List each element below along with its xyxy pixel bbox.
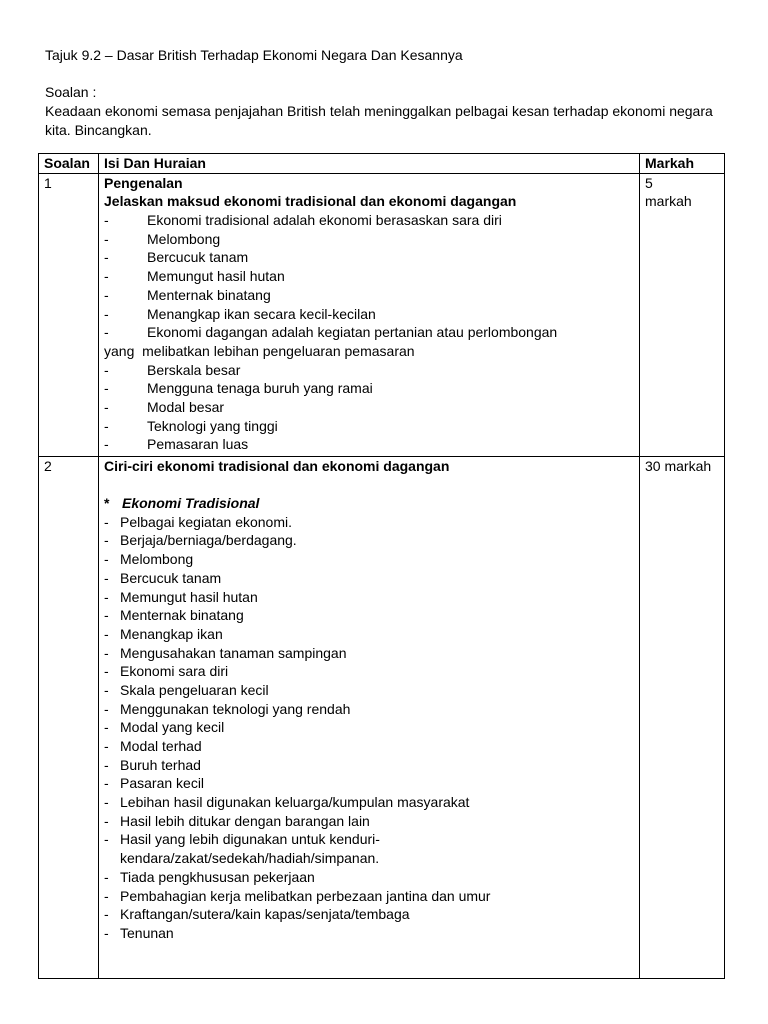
list-item-text: Melombong: [120, 551, 194, 568]
marks-value: 5: [645, 174, 653, 191]
row-heading: Pengenalan: [104, 174, 183, 191]
bullet-dash: -: [104, 719, 109, 736]
list-item: [104, 588, 639, 607]
list-item-text: Lebihan hasil digunakan keluarga/kumpulan masyarakat: [120, 794, 470, 811]
list-item: [104, 887, 639, 906]
bullet-dash: -: [104, 868, 109, 885]
bullet-dash: -: [104, 268, 109, 285]
list-item-text: Buruh terhad: [120, 756, 201, 773]
bullet-dash: -: [104, 775, 109, 792]
list-item: [104, 830, 639, 849]
list-item-text: Menternak binatang: [120, 607, 244, 624]
bullet-list: [104, 513, 639, 943]
section-heading: [104, 494, 639, 513]
question-number: 2: [39, 456, 99, 978]
list-item-text: Ekonomi sara diri: [120, 663, 229, 680]
bullet-dash: -: [104, 906, 109, 923]
list-item: [104, 305, 639, 324]
list-item-text: Pasaran kecil: [120, 775, 205, 792]
bullet-dash: -: [104, 436, 109, 453]
list-item-continuation: yang melibatkan lebihan pengeluaran pemasaran: [104, 342, 415, 359]
asterisk-marker: *: [104, 495, 110, 512]
bullet-dash: -: [104, 607, 109, 624]
marks-cell: [640, 456, 725, 978]
bullet-dash: -: [104, 361, 109, 378]
marks-value: 30 markah: [645, 457, 712, 474]
bullet-dash: -: [104, 831, 109, 848]
list-item: [104, 625, 639, 644]
list-item-text: Menangkap ikan secara kecil-kecilan: [147, 305, 376, 322]
bullet-dash: -: [104, 305, 109, 322]
list-item: [104, 379, 639, 398]
bullet-dash: -: [104, 324, 109, 341]
list-item-text: Melombong: [147, 230, 221, 247]
list-item: [104, 569, 639, 588]
list-item: [104, 774, 639, 793]
list-item: [104, 606, 639, 625]
list-item: [104, 793, 639, 812]
bullet-dash: -: [104, 380, 109, 397]
bullet-dash: -: [104, 551, 109, 568]
marks-unit: markah: [645, 193, 692, 210]
list-item: [104, 323, 639, 342]
list-item-text: Berjaja/berniaga/berdagang.: [120, 532, 297, 549]
question-text-line-1: Keadaan ekonomi semasa penjajahan British telah meninggalkan pelbagai kesan terhadap ekonomi negara: [45, 103, 713, 120]
bullet-dash: -: [104, 887, 109, 904]
list-item-text: Teknologi yang tinggi: [147, 417, 278, 434]
row-subheading: Jelaskan maksud ekonomi tradisional dan ekonomi dagangan: [104, 193, 517, 210]
bullet-dash: -: [104, 738, 109, 755]
list-item-continuation: kendara/zakat/sedekah/hadiah/simpanan.: [120, 850, 380, 867]
list-item: [104, 417, 639, 436]
list-item-text: Mengguna tenaga buruh yang ramai: [147, 380, 373, 397]
header-isi-dan-huraian: Isi Dan Huraian: [99, 154, 640, 174]
list-item-text: Menggunakan teknologi yang rendah: [120, 700, 351, 717]
list-item: [104, 361, 639, 380]
list-item: [104, 662, 639, 681]
spacer: [104, 475, 639, 494]
bullet-dash: -: [104, 532, 109, 549]
list-item-text: Skala pengeluaran kecil: [120, 681, 269, 698]
bullet-dash: -: [104, 663, 109, 680]
bullet-dash: -: [104, 924, 109, 941]
list-item: [104, 267, 639, 286]
content-cell: [99, 173, 640, 456]
list-item-text: Pelbagai kegiatan ekonomi.: [120, 513, 293, 530]
list-item: [104, 513, 639, 532]
question-text-line-2: kita. Bincangkan.: [45, 121, 152, 138]
bullet-dash: -: [104, 230, 109, 247]
header-soalan: Soalan: [39, 154, 99, 174]
list-item-text: Berskala besar: [147, 361, 241, 378]
bullet-dash: -: [104, 794, 109, 811]
bullet-dash: -: [104, 398, 109, 415]
list-item-text: Ekonomi tradisional adalah ekonomi berasaskan sara diri: [147, 212, 502, 229]
list-item: [104, 435, 639, 454]
list-item: [104, 718, 639, 737]
list-item: [104, 248, 639, 267]
bullet-dash: -: [104, 249, 109, 266]
marks-cell: [640, 173, 725, 456]
list-item-text: Pemasaran luas: [147, 436, 249, 453]
list-item-text: Modal terhad: [120, 738, 202, 755]
list-item-text: Bercucuk tanam: [147, 249, 249, 266]
bullet-dash: -: [104, 212, 109, 229]
list-item: [104, 868, 639, 887]
list-item-text: Tiada pengkhususan pekerjaan: [120, 868, 315, 885]
question-number: 1: [39, 173, 99, 456]
bullet-dash: -: [104, 644, 109, 661]
list-item-text: Menternak binatang: [147, 286, 271, 303]
bullet-dash: -: [104, 625, 109, 642]
list-item: [104, 812, 639, 831]
document-title: Tajuk 9.2 – Dasar British Terhadap Ekonomi Negara Dan Kesannya: [45, 47, 463, 63]
list-item: [104, 737, 639, 756]
list-item-text: Hasil yang lebih digunakan untuk kenduri-: [120, 831, 380, 848]
list-item: [104, 550, 639, 569]
list-item: [104, 211, 639, 230]
list-item: [104, 756, 639, 775]
bullet-dash: -: [104, 681, 109, 698]
document-intro: [45, 46, 745, 139]
list-item: [104, 531, 639, 550]
list-item-text: Memungut hasil hutan: [147, 268, 285, 285]
bullet-dash: -: [104, 513, 109, 530]
list-item-text: Menangkap ikan: [120, 625, 223, 642]
bullet-dash: -: [104, 286, 109, 303]
answer-table: [38, 153, 725, 979]
list-item-text: Hasil lebih ditukar dengan barangan lain: [120, 812, 370, 829]
list-item: [104, 398, 639, 417]
list-item-text: Mengusahakan tanaman sampingan: [120, 644, 347, 661]
bullet-dash: -: [104, 417, 109, 434]
list-item-text: Tenunan: [120, 924, 174, 941]
list-item-text: Kraftangan/sutera/kain kapas/senjata/tembaga: [120, 906, 410, 923]
list-item: [104, 681, 639, 700]
bullet-dash: -: [104, 700, 109, 717]
content-cell: [99, 456, 640, 978]
row-heading: Ciri-ciri ekonomi tradisional dan ekonomi dagangan: [104, 457, 450, 474]
header-markah: Markah: [640, 154, 725, 174]
bullet-dash: -: [104, 569, 109, 586]
table-row: [39, 456, 725, 978]
list-item: [104, 700, 639, 719]
list-item: [104, 230, 639, 249]
section-title: Ekonomi Tradisional: [122, 495, 260, 512]
question-label: Soalan :: [45, 84, 97, 101]
list-item: [104, 905, 639, 924]
table-header-row: [39, 154, 725, 174]
table-row: [39, 173, 725, 456]
list-item-text: Modal yang kecil: [120, 719, 225, 736]
list-item: [104, 644, 639, 663]
list-item: [104, 286, 639, 305]
list-item-text: Bercucuk tanam: [120, 569, 222, 586]
bullet-dash: -: [104, 756, 109, 773]
spacer: [45, 65, 745, 84]
list-item-text: Memungut hasil hutan: [120, 588, 258, 605]
list-item: [104, 924, 639, 943]
list-item-text: Ekonomi dagangan adalah kegiatan pertanian atau perlombongan: [147, 324, 558, 341]
bullet-list: [104, 211, 639, 454]
bullet-dash: -: [104, 588, 109, 605]
bullet-dash: -: [104, 812, 109, 829]
list-item-text: Modal besar: [147, 398, 225, 415]
list-item-text: Pembahagian kerja melibatkan perbezaan jantina dan umur: [120, 887, 491, 904]
